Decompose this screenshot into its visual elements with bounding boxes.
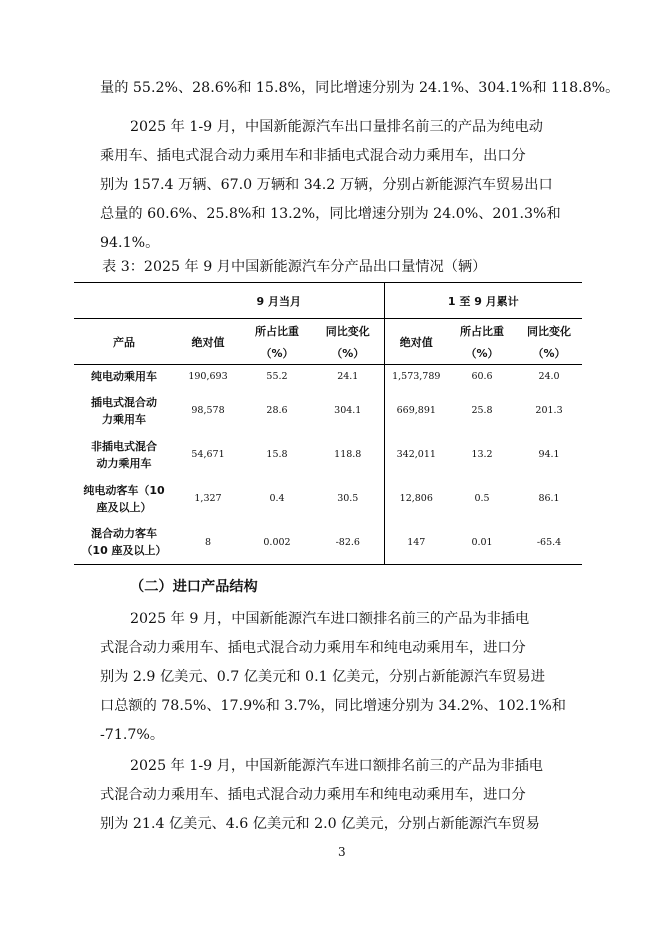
text-line: 2025 年 1-9 月，中国新能源汽车进口额排名前三的产品为非插电 — [130, 758, 543, 774]
cell-share-month: 55.2 — [266, 371, 288, 383]
text-line: 总量的 60.6%、25.8%和 13.2%，同比增速分别为 24.0%、201.3%和 — [100, 206, 561, 222]
paragraph-export-ytd — [100, 113, 570, 258]
paragraph-export-month-tail — [100, 74, 620, 103]
cell-yoy-ytd: 94.1 — [538, 449, 560, 460]
product-name-line: （10 座及以上） — [81, 544, 167, 558]
text-line: 2025 年 9 月，中国新能源汽车进口额排名前三的产品为非插电 — [130, 611, 530, 627]
row-product-name — [74, 389, 174, 433]
cell-share-month: 0.4 — [269, 493, 285, 504]
table-row — [74, 365, 582, 389]
col-header-yoy-month — [312, 319, 384, 365]
product-name-line: 动力乘用车 — [96, 456, 152, 470]
col-header-yoy-unit: （%） — [331, 346, 365, 360]
cell-share-month: 28.6 — [266, 405, 288, 416]
table-row — [74, 477, 582, 521]
page-number: 3 — [338, 845, 346, 859]
cell-yoy-month: 118.8 — [334, 449, 362, 460]
cell-abs-month: 190,693 — [188, 371, 228, 383]
cell-abs-month: 54,671 — [191, 449, 225, 460]
cell-abs-ytd: 342,011 — [384, 433, 448, 477]
group-header-month: 9 月当月 — [174, 283, 384, 319]
cell-yoy-month: -82.6 — [312, 521, 384, 565]
cell-share-ytd: 13.2 — [471, 449, 493, 460]
cell-abs-ytd: 1,573,789 — [384, 365, 448, 389]
col-header-yoy-label: 同比变化 — [527, 324, 572, 338]
col-header-share-month — [242, 319, 312, 365]
table-row — [74, 389, 582, 433]
cell-yoy-month: 304.1 — [334, 405, 362, 416]
cell-share-ytd: 0.01 — [448, 521, 516, 565]
text-line: 94.1%。 — [100, 235, 160, 251]
row-product-name — [74, 477, 174, 521]
product-name-line: 纯电动乘用车 — [91, 370, 157, 384]
col-header-share-unit: （%） — [260, 346, 294, 360]
cell-share-ytd: 60.6 — [471, 371, 493, 383]
cell-yoy-ytd: -65.4 — [516, 521, 582, 565]
text-line: 量的 55.2%、28.6%和 15.8%，同比增速分别为 24.1%、304.1%和 118.8%。 — [100, 80, 620, 96]
cell-abs-month: 1,327 — [194, 493, 222, 504]
table-row — [74, 521, 582, 565]
cell-abs-month: 98,578 — [191, 405, 225, 416]
col-header-yoy-ytd — [516, 319, 582, 365]
col-header-share-label: 所占比重 — [460, 324, 505, 338]
product-name-line: 纯电动客车（10 — [83, 483, 165, 497]
cell-abs-month: 8 — [174, 521, 242, 565]
col-header-product: 产品 — [74, 319, 174, 365]
text-line: 式混合动力乘用车、插电式混合动力乘用车和纯电动乘用车，进口分 — [100, 787, 526, 803]
export-by-product-table — [74, 282, 582, 565]
row-product-name — [74, 365, 174, 389]
product-name-line: 非插电式混合 — [91, 439, 157, 453]
col-header-yoy-label: 同比变化 — [325, 324, 370, 338]
text-line: 2025 年 1-9 月，中国新能源汽车出口量排名前三的产品为纯电动 — [130, 119, 543, 135]
cell-share-ytd: 0.5 — [474, 493, 490, 504]
col-header-share-ytd — [448, 319, 516, 365]
col-header-abs-month: 绝对值 — [174, 319, 242, 365]
text-line: 别为 157.4 万辆、67.0 万辆和 34.2 万辆，分别占新能源汽车贸易出口 — [100, 177, 553, 193]
text-line: 式混合动力乘用车、插电式混合动力乘用车和纯电动乘用车，进口分 — [100, 640, 526, 656]
cell-yoy-month: 24.1 — [337, 371, 359, 383]
table-caption: 表 3：2025 年 9 月中国新能源汽车分产品出口量情况（辆） — [102, 259, 487, 275]
table-group-header-row — [74, 283, 582, 319]
table-column-header-row — [74, 319, 582, 365]
cell-share-month: 15.8 — [266, 449, 288, 460]
table-row — [74, 433, 582, 477]
product-name-line: 力乘用车 — [102, 412, 146, 426]
text-line: 别为 21.4 亿美元、4.6 亿美元和 2.0 亿美元，分别占新能源汽车贸易 — [100, 816, 540, 832]
product-name-line: 插电式混合动 — [91, 395, 157, 409]
cell-yoy-ytd: 24.0 — [538, 371, 560, 383]
col-header-yoy-unit: （%） — [532, 346, 566, 360]
product-name-line: 混合动力客车 — [91, 527, 157, 541]
text-line: 口总额的 78.5%、17.9%和 3.7%，同比增速分别为 34.2%、102.1%和 — [100, 698, 566, 714]
cell-yoy-month: 30.5 — [337, 493, 359, 504]
row-product-name — [74, 521, 174, 565]
cell-yoy-ytd: 86.1 — [538, 493, 560, 504]
cell-share-ytd: 25.8 — [471, 405, 493, 416]
group-header-ytd: 1 至 9 月累计 — [384, 283, 582, 319]
col-header-share-label: 所占比重 — [255, 324, 299, 338]
col-header-share-unit: （%） — [465, 346, 499, 360]
cell-share-month: 0.002 — [242, 521, 312, 565]
text-line: 乘用车、插电式混合动力乘用车和非插电式混合动力乘用车，出口分 — [100, 148, 526, 164]
cell-abs-ytd: 12,806 — [384, 477, 448, 521]
paragraph-import-month — [100, 605, 570, 750]
text-line: -71.7%。 — [100, 727, 165, 743]
section-heading: （二）进口产品结构 — [130, 579, 258, 595]
col-header-abs-ytd: 绝对值 — [384, 319, 448, 365]
cell-yoy-ytd: 201.3 — [535, 405, 563, 416]
cell-abs-ytd: 669,891 — [384, 389, 448, 433]
row-product-name — [74, 433, 174, 477]
text-line: 别为 2.9 亿美元、0.7 亿美元和 0.1 亿美元，分别占新能源汽车贸易进 — [100, 669, 545, 685]
paragraph-import-ytd — [100, 752, 570, 839]
product-name-line: 座及以上） — [96, 500, 152, 514]
cell-abs-ytd: 147 — [384, 521, 448, 565]
